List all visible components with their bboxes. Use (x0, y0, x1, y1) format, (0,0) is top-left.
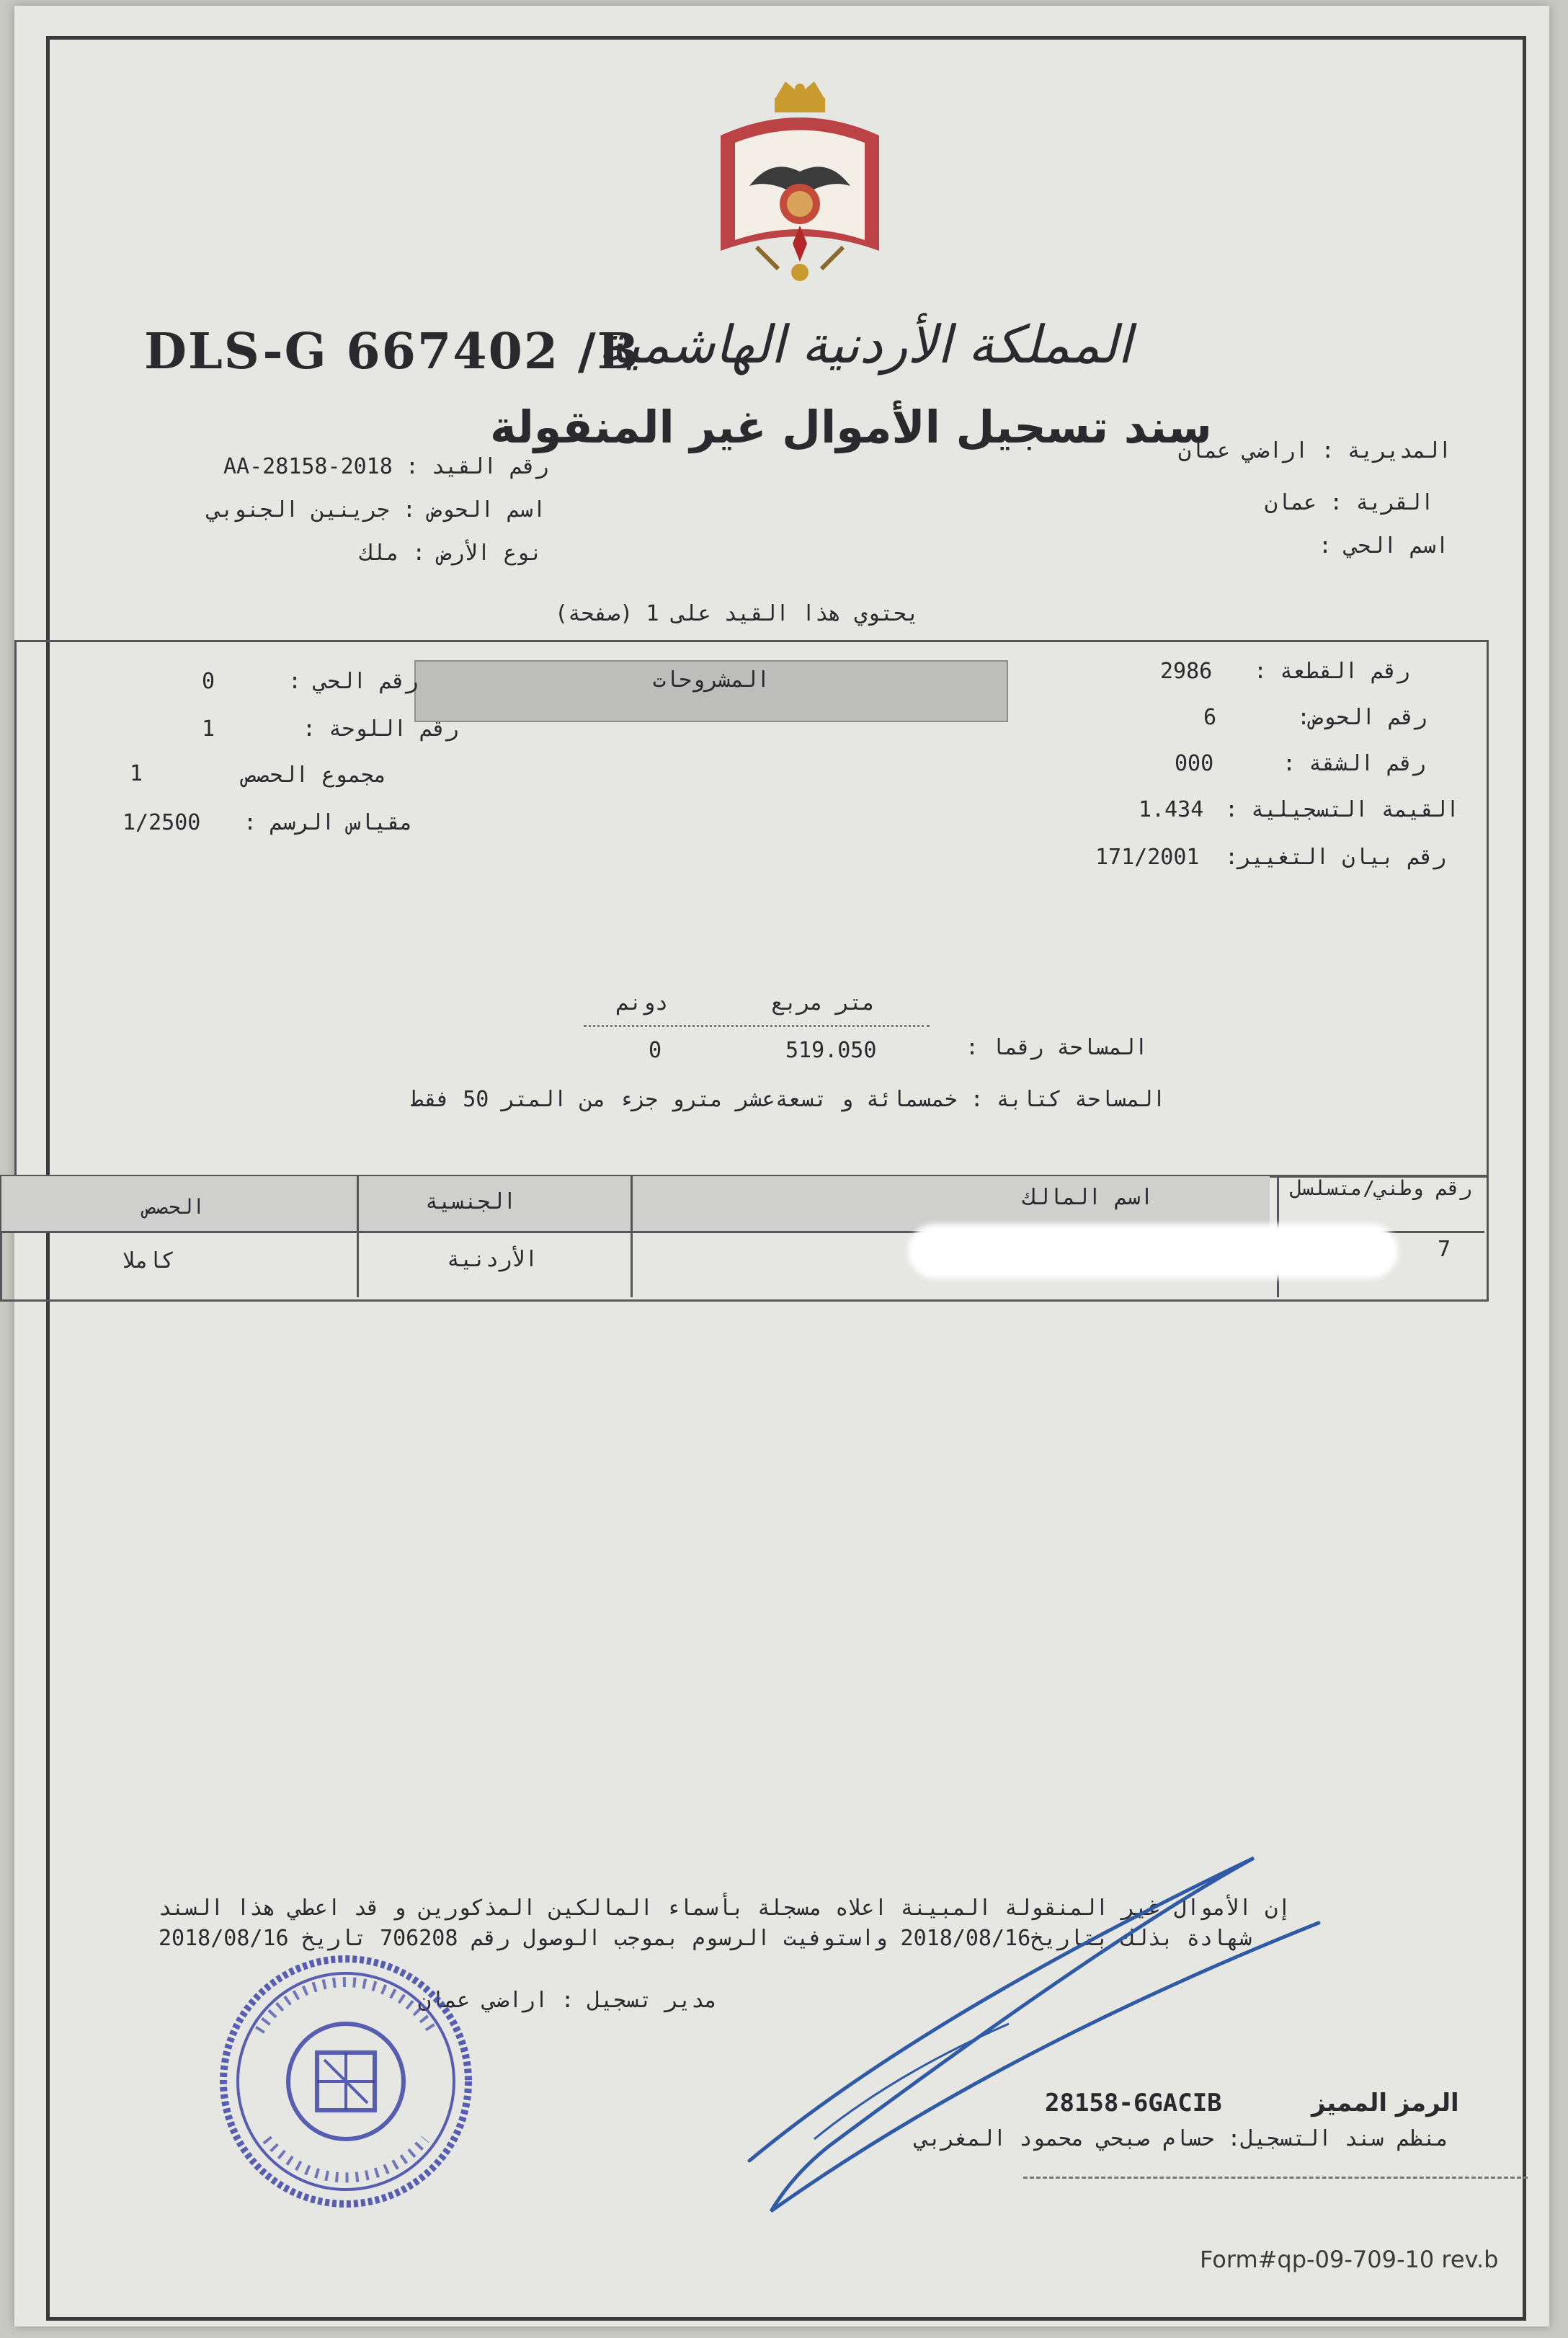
record-pages: يحتوي هذا القيد على 1 (صفحة) (555, 601, 919, 626)
hay-number-value: 0 (202, 669, 215, 694)
basin-name: اسم الحوض : جرينين الجنوبي (208, 497, 546, 523)
certificate-line-2: شهادة بذلك بتاريخ2018/08/16 واستوفيت الرسوم بموجب الوصول رقم 706208 تاريخ 2018/08/16 (159, 1926, 1252, 1951)
plot-number-label: رقم القطعة : (1254, 659, 1410, 684)
change-statement-value: 171/2001 (1095, 845, 1200, 870)
record-number: رقم القيد : 2018-AA-28158 (223, 454, 549, 479)
owners-col-divider-2 (631, 1175, 633, 1297)
village: القرية : عمان (1265, 490, 1434, 515)
shares-total-label: مجموع الحصص (244, 763, 387, 788)
owners-col-divider-1 (357, 1175, 359, 1297)
document-paper (14, 6, 1549, 2326)
registration-value: 1.434 (1139, 797, 1204, 822)
area-numeric-label: المساحة رقما : (966, 1035, 1148, 1060)
official-stamp-icon (209, 1944, 483, 2218)
certificate-line-1: إن الأموال غير المنقولة المبينة اعلاه مسجلة بأسماء المالكين المذكورين و قد اعطي هذا السند (159, 1895, 1291, 1921)
drawing-scale-value: 1/2500 (122, 810, 201, 835)
change-statement-label: رقم بيان التغيير: (1225, 845, 1447, 870)
board-number-value: 1 (202, 716, 215, 742)
document-organizer: منظم سند التسجيل: حسام صبحي محمود المغربي (915, 2126, 1449, 2151)
coat-of-arms-icon (706, 78, 894, 294)
directorate: المديرية : اراضي عمان (1178, 438, 1452, 463)
board-number-label: رقم اللوحة : (303, 716, 459, 742)
col-nationality: الجنسية (425, 1189, 517, 1214)
document-serial: DLS-G 667402 /B (144, 323, 641, 381)
remarks-label: المشروحات (652, 667, 770, 693)
signature-icon (706, 1836, 1340, 2254)
apartment-number-value: 000 (1175, 751, 1214, 776)
form-number: Form#qp-09-709-10 rev.b (1200, 2246, 1499, 2273)
col-owner-name: اسم المالك (1023, 1185, 1154, 1210)
owner-row-id: 7 (1438, 1237, 1451, 1262)
shares-total-value: 1 (130, 761, 143, 786)
registration-manager: مدير تسجيل : اراضي عمان (418, 1988, 718, 2013)
area-sqm-value: 519.050 (785, 1038, 877, 1063)
col-national-id: رقم وطني/متسلسل (1290, 1176, 1472, 1200)
area-dunum-header: دونم (616, 990, 669, 1015)
owner-name-redacted (908, 1224, 1398, 1279)
remarks-header (414, 660, 1008, 722)
kingdom-title: المملكة الأردنية الهاشمية (598, 314, 1132, 375)
apartment-number-label: رقم الشقة : (1283, 751, 1426, 776)
distinct-code-label: الرمز المميز (1311, 2089, 1459, 2117)
plot-number-value: 2986 (1160, 659, 1213, 684)
area-written: المساحة كتابة : خمسمائة و تسعةعشر مترو جزء من المتر 50 فقط (411, 1087, 1166, 1112)
land-type: نوع الأرض : ملك (360, 541, 543, 566)
hay-number-label: رقم الحي : (288, 669, 419, 694)
neighborhood: اسم الحي : (1319, 533, 1449, 559)
col-shares: الحصص (144, 1195, 205, 1219)
basin-number-label: رقم الحوض: (1297, 705, 1427, 730)
basin-number-value: 6 (1203, 705, 1217, 730)
registration-value-label: القيمة التسجيلية : (1225, 797, 1460, 822)
area-dunum-value: 0 (649, 1038, 662, 1063)
document-title: سند تسجيل الأموال غير المنقولة (490, 401, 1212, 453)
drawing-scale-label: مقياس الرسم : (244, 810, 413, 835)
area-header-divider (584, 1025, 930, 1027)
owner-row-shares: كاملا (122, 1248, 175, 1274)
area-sqm-header: متر مربع (771, 990, 876, 1015)
owner-row-nationality: الأردنية (447, 1247, 538, 1272)
distinct-code-value: 28158-6GACIB (1045, 2089, 1222, 2117)
